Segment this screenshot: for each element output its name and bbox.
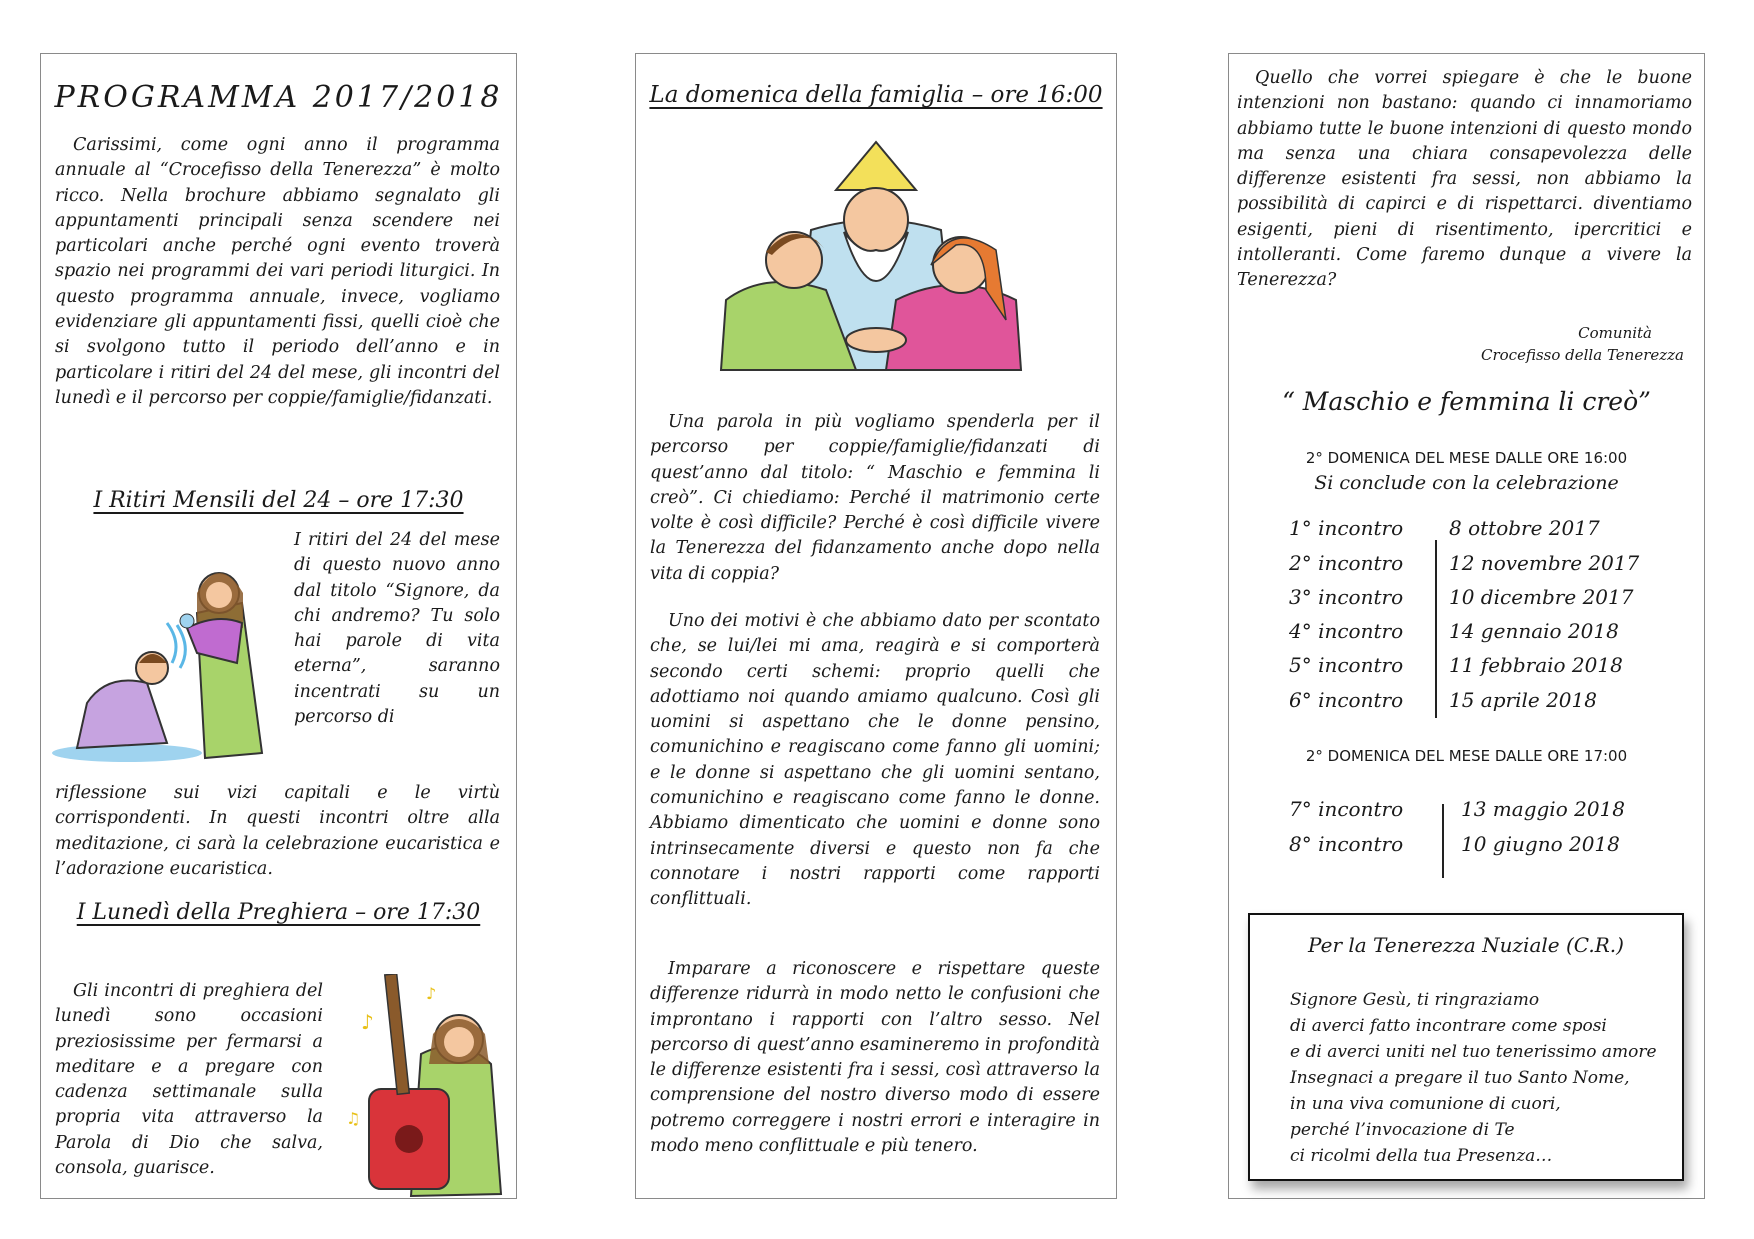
prayer-line: Insegnaci a pregare il tuo Santo Nome, (1290, 1068, 1630, 1088)
family-illustration (716, 140, 1036, 380)
panel-domenica-famiglia (635, 53, 1117, 1199)
meeting-date: 8 ottobre 2017 (1449, 516, 1600, 540)
svg-text:♪: ♪ (426, 984, 437, 1003)
schedule-header-2: 2° DOMENICA DEL MESE DALLE ORE 17:00 (1305, 747, 1628, 765)
prayer-line: e di averci uniti nel tuo tenerissimo amore (1290, 1042, 1657, 1062)
intro-paragraph-p3: Quello che vorrei spiegare è che le buone intenzioni non bastano: quando ci innamoriamo abbiamo tutte le buone intenzioni di questo mondo ma senza una chiara consapevolezza delle differenze esistenti fra sessi, non abbiamo la possibilità di capirci e di rispettarci. diventiamo esigenti, pieni di risentimento, ipercritici e intolleranti. Come faremo dunque a vivere la Tenerezza? (1237, 68, 1692, 291)
ritiri-paragraph-full: riflessione sui vizi capitali e le virtù corrispondenti. In questi incontri oltre alla meditazione, ci sarà la celebrazione eucaristica e l’adorazione eucaristica. (55, 783, 500, 879)
meeting-date: 10 dicembre 2017 (1449, 585, 1634, 609)
lunedi-paragraph: Gli incontri di preghiera del lunedì sono occasioni preziosissime per fermarsi a meditare e a pregare con cadenza settimanale sulla propria vita attraverso la Parola di Dio che salva, consola, guarisce. (55, 981, 323, 1179)
schedule-row (1229, 832, 1699, 866)
svg-text:♫: ♫ (346, 1109, 361, 1128)
meeting-number: 7° incontro (1289, 797, 1404, 821)
section-title-lunedi: I Lunedì della Preghiera – ore 17:30 (76, 900, 481, 925)
meeting-date: 10 giugno 2018 (1461, 832, 1620, 856)
domenica-paragraph-1: Una parola in più vogliamo spenderla per il percorso per coppie/famiglie/fidanzati di quest’anno dal titolo: “ Maschio e femmina li creò”. Ci chiediamo: Perché il matrimonio certe volte è così difficile? Perché è così difficile vivere la Tenerezza del fidanzamento anche dopo nella vita di coppia? (650, 412, 1100, 584)
prayer-title: Per la Tenerezza Nuziale (C.R.) (1308, 933, 1624, 957)
section-title-ritiri: I Ritiri Mensili del 24 – ore 17:30 (93, 488, 464, 513)
meeting-date: 11 febbraio 2018 (1449, 653, 1623, 677)
signature-line-1: Comunità (1578, 324, 1652, 342)
guitar-illustration (341, 974, 511, 1199)
meeting-date: 13 maggio 2018 (1461, 797, 1625, 821)
schedule-row (1229, 516, 1699, 550)
signature-line-2: Crocefisso della Tenerezza (1481, 346, 1684, 364)
svg-text:♪: ♪ (361, 1010, 374, 1034)
prayer-line: in una viva comunione di cuori, (1290, 1094, 1561, 1114)
meeting-number: 8° incontro (1289, 832, 1404, 856)
domenica-paragraph-2: Uno dei motivi è che abbiamo dato per scontato che, se lui/lei mi ama, reagirà e si comporterà secondo certi schemi: proprio quelli che adottiamo noi quando amiamo qualcuno. Così gli uomini si aspettano che le donne pensino, comunichino e reagiscano come fanno gli uomini; e le donne si aspettano che gli uomini sentano, comunichino e reagiscano come fanno le donne. Abbiamo dimenticato che uomini e donne sono intrinsecamente diversi e questo non fa che connotare i nostri rapporti come rapporti conflittuali. (650, 611, 1100, 910)
panel-programma (40, 53, 517, 1199)
prayer-text (1290, 987, 1657, 1169)
meeting-date: 14 gennaio 2018 (1449, 619, 1619, 643)
meeting-number: 5° incontro (1289, 653, 1404, 677)
schedule-row (1229, 688, 1699, 722)
prayer-line: perché l’invocazione di Te (1290, 1120, 1515, 1140)
meeting-date: 12 novembre 2017 (1449, 551, 1640, 575)
section-title-domenica: La domenica della famiglia – ore 16:00 (649, 82, 1103, 108)
ritiri-paragraph-right: I ritiri del 24 del mese di questo nuovo anno dal titolo “Signore, da chi andremo? Tu solo hai parole di vita eterna”, saranno incentrati su un percorso di (294, 530, 500, 728)
meeting-number: 4° incontro (1289, 619, 1404, 643)
schedule-divider-1 (1435, 540, 1437, 718)
signature (1481, 322, 1684, 366)
meeting-date: 15 aprile 2018 (1449, 688, 1597, 712)
schedule-row (1229, 585, 1699, 619)
meeting-number: 6° incontro (1289, 688, 1404, 712)
schedule-row (1229, 797, 1699, 831)
schedule-row (1229, 653, 1699, 687)
baptism-illustration (47, 553, 297, 763)
meeting-number: 3° incontro (1289, 585, 1404, 609)
domenica-paragraph-3: Imparare a riconoscere e rispettare queste differenze ridurrà in modo netto le confusioni che improntano i rapporti con l’altro sesso. Nel percorso di quest’anno esamineremo in profondità le differenze esistenti fra i sessi, così attraverso la comprensione del nostro diverso modo di essere potremo correggere i nostri errori e interagire in modo meno conflittuale e più tenero. (650, 959, 1100, 1157)
prayer-line: Signore Gesù, ti ringraziamo (1290, 990, 1540, 1010)
prayer-box (1248, 913, 1684, 1181)
meeting-number: 1° incontro (1289, 516, 1404, 540)
page-title: PROGRAMMA 2017/2018 (54, 80, 503, 115)
schedule-divider-2 (1442, 804, 1444, 878)
course-title: “ Maschio e femmina li creò” (1282, 387, 1651, 416)
intro-paragraph: Carissimi, come ogni anno il programma annuale al “Crocefisso della Tenerezza” è molto ricco. Nella brochure abbiamo segnalato gli appuntamenti principali senza scendere nei particolari anche perché ogni evento troverà spazio nei programmi dei vari periodi liturgici. In questo programma annuale, invece, vogliamo evidenziare gli appuntamenti fissi, quelli cioè che si svolgono tutto il periodo dell’anno e in particolare i ritiri del 24 del mese, gli incontri del lunedì e il percorso per coppie/famiglie/fidanzati. (55, 135, 500, 408)
schedule-row (1229, 619, 1699, 653)
prayer-line: ci ricolmi della tua Presenza… (1290, 1146, 1553, 1166)
schedule-header-1: 2° DOMENICA DEL MESE DALLE ORE 16:00 (1305, 449, 1628, 467)
schedule-subheader-1: Si conclude con la celebrazione (1314, 472, 1619, 494)
meeting-number: 2° incontro (1289, 551, 1404, 575)
schedule-row (1229, 551, 1699, 585)
prayer-line: di averci fatto incontrare come sposi (1290, 1016, 1607, 1036)
